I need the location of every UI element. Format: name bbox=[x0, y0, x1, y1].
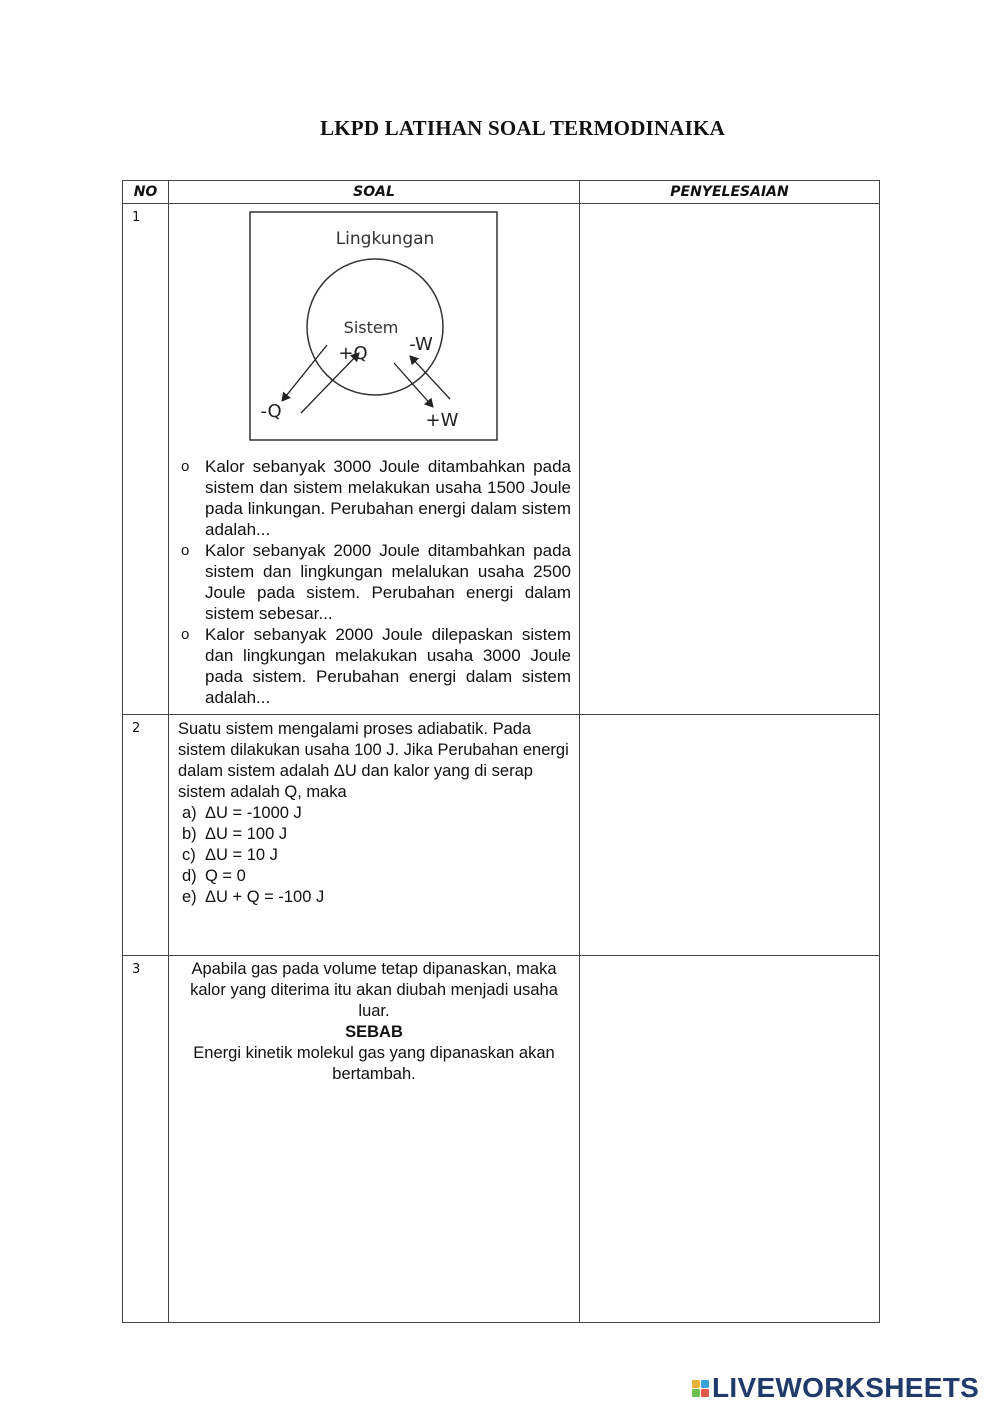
table-row bbox=[123, 956, 880, 1323]
header-penyelesaian: PENYELESAIAN bbox=[580, 181, 880, 204]
logo-square bbox=[692, 1380, 700, 1388]
question-text: Suatu sistem mengalami proses adiabatik. Pada sistem dilakukan usaha 100 J. Jika Perubahan energi dalam sistem adalah ΔU dan kalor yang di serap sistem adalah Q, maka bbox=[178, 720, 569, 801]
answer-cell[interactable] bbox=[580, 715, 880, 956]
statement-text: Apabila gas pada volume tetap dipanaskan, maka kalor yang diterima itu akan diubah menjadi usaha luar. bbox=[190, 960, 558, 1020]
list-item: o Kalor sebanyak 3000 Joule ditambahkan pada sistem dan sistem melakukan usaha 1500 Joule pada linkungan. Perubahan energi dalam sistem adalah... bbox=[181, 456, 571, 540]
liveworksheets-brand bbox=[692, 1372, 979, 1404]
system-label: Sistem bbox=[343, 318, 399, 337]
option-d bbox=[182, 866, 571, 887]
answer-cell[interactable] bbox=[580, 204, 880, 715]
logo-square bbox=[692, 1389, 700, 1397]
environment-label: Lingkungan bbox=[335, 229, 435, 249]
list-item: o Kalor sebanyak 2000 Joule dilepaskan sistem dan lingkungan melakukan usaha 3000 Joule pada sistem. Perubahan energi dalam sistem adalah... bbox=[181, 624, 571, 708]
option-text: ΔU = 100 J bbox=[205, 825, 288, 843]
system-environment-diagram bbox=[249, 211, 499, 443]
option-label: b) bbox=[182, 825, 197, 843]
question-cell bbox=[169, 715, 580, 956]
option-b bbox=[182, 824, 571, 845]
option-a bbox=[182, 803, 571, 824]
option-text: ΔU + Q = -100 J bbox=[205, 888, 325, 906]
logo-square bbox=[701, 1380, 709, 1388]
row-number: 1 bbox=[123, 204, 169, 715]
plus-w-label: +W bbox=[425, 410, 459, 431]
reason-text: Energi kinetik molekul gas yang dipanaskan akan bertambah. bbox=[193, 1044, 555, 1083]
option-c bbox=[182, 845, 571, 866]
plus-q-label: +Q bbox=[338, 343, 368, 364]
liveworksheets-logo-icon bbox=[692, 1380, 709, 1397]
option-text: ΔU = -1000 J bbox=[205, 804, 302, 822]
option-text: ΔU = 10 J bbox=[205, 846, 278, 864]
plus-q-arrow bbox=[301, 353, 359, 413]
logo-square bbox=[701, 1389, 709, 1397]
list-item: o Kalor sebanyak 2000 Joule ditambahkan pada sistem dan lingkungan melalukan usaha 2500 Joule pada sistem. Perubahan energi dalam sistem sebesar... bbox=[181, 540, 571, 624]
brand-wordmark: LIVEWORKSHEETS bbox=[712, 1372, 980, 1403]
option-label: a) bbox=[182, 804, 197, 822]
question-list bbox=[169, 456, 579, 708]
header-soal: SOAL bbox=[169, 181, 580, 204]
option-list bbox=[178, 803, 571, 908]
option-label: e) bbox=[182, 888, 197, 906]
header-no: NO bbox=[123, 181, 169, 204]
minus-w-arrow bbox=[410, 356, 450, 399]
connector-text: SEBAB bbox=[345, 1023, 403, 1041]
minus-w-label: -W bbox=[409, 334, 433, 355]
question-cell bbox=[169, 956, 580, 1323]
row-number: 2 bbox=[123, 715, 169, 956]
minus-q-label: -Q bbox=[260, 401, 282, 422]
table-row bbox=[123, 204, 880, 715]
question-cell bbox=[169, 204, 580, 715]
table-header-row bbox=[123, 181, 880, 204]
question-table bbox=[122, 180, 880, 1323]
option-label: c) bbox=[182, 846, 196, 864]
row-number: 3 bbox=[123, 956, 169, 1323]
option-label: d) bbox=[182, 867, 197, 885]
table-row bbox=[123, 715, 880, 956]
option-text: Q = 0 bbox=[205, 867, 246, 885]
option-e bbox=[182, 887, 571, 908]
worksheet-title: LKPD LATIHAN SOAL TERMODINAIKA bbox=[320, 116, 725, 140]
answer-cell[interactable] bbox=[580, 956, 880, 1323]
